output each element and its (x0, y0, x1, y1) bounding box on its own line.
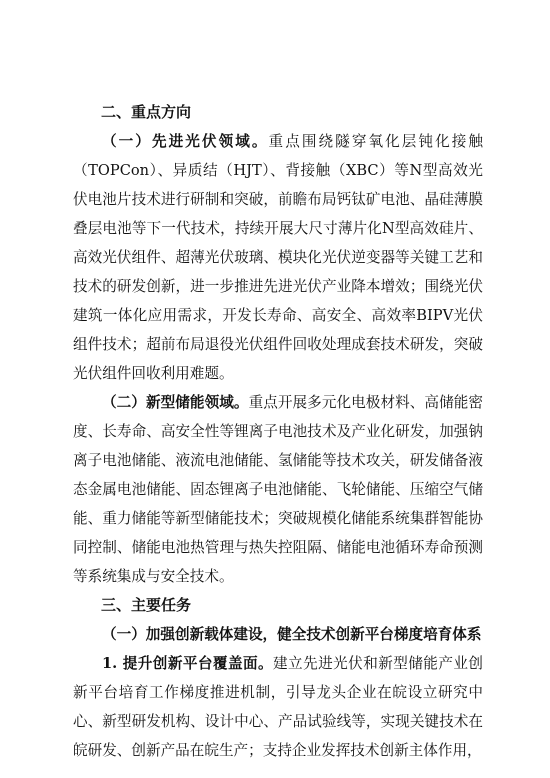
paragraph-text-advanced-pv: 重点围绕隧穿氧化层钝化接触（TOPCon）、异质结（HJT）、背接触（XBC）等N型高效光伏电池片技术进行研制和突破，前瞻布局钙钛矿电池、晶硅薄膜叠层电池等下一代技术，持续开展大尺寸薄片化N型高效硅片、高效光伏组件、超薄光伏玻璃、模块化光伏逆变器等关键工艺和技术的研发创新，进一步推进先进光伏产业降本增效；围绕光伏建筑一体化应用需求，开发长寿命、高安全、高效率BIPV光伏组件技术；超前布局退役光伏组件回收处理成套技术研发，突破光伏组件回收利用难题。 (73, 133, 483, 382)
subsection-heading-innovation-platforms: （一）加强创新载体建设，健全技术创新平台梯度培育体系 (102, 626, 482, 643)
section-heading-key-directions: 二、重点方向 (101, 103, 192, 121)
paragraph-label-advanced-pv: （一）先进光伏领域。 (102, 133, 269, 150)
paragraph-label-new-energy-storage: （二）新型储能领域。 (102, 394, 249, 411)
document-body (73, 98, 483, 765)
paragraph-label-platform-coverage: 1. 提升创新平台覆盖面。 (102, 655, 274, 672)
section-heading-main-tasks: 三、主要任务 (101, 596, 192, 614)
paragraph-platform-coverage (73, 649, 483, 765)
paragraph-new-energy-storage (73, 388, 483, 591)
paragraph-text-platform-coverage: 建立先进光伏和新型储能产业创新平台培育工作梯度推进机制，引导龙头企业在皖设立研究中心、新型研发机构、设计中心、产品试验线等，实现关键技术在皖研发、创新产品在皖生产；支持企业发挥技术创新主体作用， (73, 655, 483, 759)
paragraph-text-new-energy-storage: 重点开展多元化电极材料、高储能密度、长寿命、高安全性等锂离子电池技术及产业化研发，加强钠离子电池储能、液流电池储能、氢储能等技术攻关，研发储备液态金属电池储能、固态锂离子电池储能、飞轮储能、压缩空气储能、重力储能等新型储能技术；突破规模化储能系统集群智能协同控制、储能电池热管理与热失控阻隔、储能电池循环寿命预测等系统集成与安全技术。 (73, 394, 483, 585)
paragraph-advanced-pv (73, 127, 483, 388)
